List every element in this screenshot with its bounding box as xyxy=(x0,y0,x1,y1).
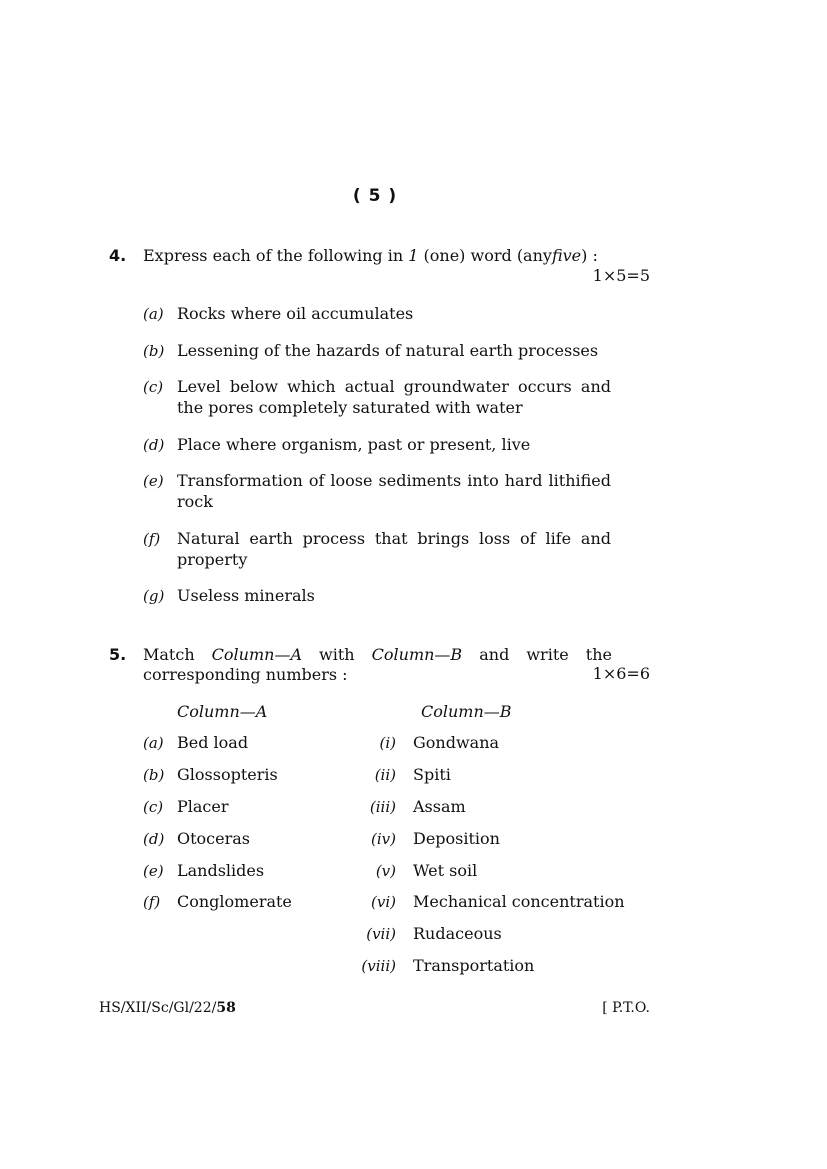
col-b-item: Spiti xyxy=(413,765,451,784)
q4-item-label: (d) xyxy=(143,436,165,454)
col-a-item: Otoceras xyxy=(177,829,251,848)
col-a-item: Placer xyxy=(177,797,229,816)
q4-item-label: (e) xyxy=(143,472,164,490)
question-4-marks: 1×5=5 xyxy=(592,266,650,285)
q5-word: write xyxy=(526,645,569,664)
col-a-label: (f) xyxy=(143,893,161,911)
col-b-item: Deposition xyxy=(413,829,500,848)
question-5-text-cont: corresponding numbers : xyxy=(143,665,348,684)
q4-item-text-cont: the pores completely saturated with water xyxy=(177,398,523,417)
q4-text-prefix: Express each of the following in xyxy=(143,246,404,265)
column-b-header: Column—B xyxy=(421,702,512,721)
col-b-item: Wet soil xyxy=(413,861,478,880)
col-b-label: (iii) xyxy=(369,798,396,816)
q4-text-mid: (one) word (any xyxy=(423,246,552,265)
col-a-label: (c) xyxy=(143,798,164,816)
col-a-label: (b) xyxy=(143,766,165,784)
question-5-marks: 1×6=6 xyxy=(592,664,650,683)
col-b-item: Transportation xyxy=(413,956,535,975)
pto-marker: [ P.T.O. xyxy=(602,1000,650,1016)
column-a-header: Column—A xyxy=(177,702,268,721)
question-5-number: 5. xyxy=(109,645,127,664)
col-b-label: (i) xyxy=(379,734,396,752)
q4-item-label: (a) xyxy=(143,305,164,323)
col-a-item: Bed load xyxy=(177,733,249,752)
col-b-label: (vi) xyxy=(371,893,396,911)
col-b-item: Mechanical concentration xyxy=(413,892,625,911)
col-a-label: (a) xyxy=(143,734,164,752)
q4-item-label: (c) xyxy=(143,378,164,396)
q5-word: the xyxy=(585,645,612,664)
q5-word: Match xyxy=(143,645,195,664)
col-b-label: (iv) xyxy=(371,830,396,848)
q4-item-text: Natural earth process that brings loss of life and xyxy=(177,529,611,548)
col-b-item: Assam xyxy=(413,797,466,816)
q5-word: with xyxy=(319,645,355,664)
q4-text-five: five xyxy=(551,246,582,265)
q4-item-text: Transformation of loose sediments into hard lithified xyxy=(177,471,611,490)
q4-text-one: 1 xyxy=(408,246,419,265)
question-4-number: 4. xyxy=(109,246,127,265)
col-a-item: Conglomerate xyxy=(177,892,292,911)
paper-code xyxy=(99,1000,236,1016)
col-b-item: Rudaceous xyxy=(413,924,502,943)
q4-item-text: Lessening of the hazards of natural earth processes xyxy=(177,341,599,360)
q4-item-text: Rocks where oil accumulates xyxy=(177,304,414,323)
q4-item-text-cont: property xyxy=(177,550,248,569)
paper-code-number: 58 xyxy=(216,1000,236,1016)
q4-item-text: Level below which actual groundwater occurs and xyxy=(177,377,611,396)
q5-word: and xyxy=(479,645,510,664)
q4-item-label: (g) xyxy=(143,587,165,605)
q4-text-suffix: ) : xyxy=(581,246,598,265)
col-a-label: (d) xyxy=(143,830,165,848)
q4-item-text-cont: rock xyxy=(177,492,213,511)
q4-item-text: Useless minerals xyxy=(177,586,315,605)
q4-item-label: (f) xyxy=(143,530,161,548)
col-a-item: Landslides xyxy=(177,861,265,880)
col-b-item: Gondwana xyxy=(413,733,500,752)
col-b-label: (viii) xyxy=(361,957,396,975)
col-a-label: (e) xyxy=(143,862,164,880)
question-4-text xyxy=(143,245,628,266)
col-b-label: (ii) xyxy=(374,766,396,784)
paper-code-prefix: HS/XII/Sc/Gl/22/ xyxy=(99,1000,217,1016)
q4-item-text: Place where organism, past or present, live xyxy=(177,435,531,454)
q4-item-label: (b) xyxy=(143,342,165,360)
q5-word: Column—B xyxy=(371,645,463,664)
col-b-label: (v) xyxy=(375,862,396,880)
question-5-text xyxy=(143,644,612,665)
page-number: ( 5 ) xyxy=(352,186,398,206)
col-b-label: (vii) xyxy=(366,925,396,943)
q5-word: Column—A xyxy=(211,645,302,664)
col-a-item: Glossopteris xyxy=(177,765,278,784)
